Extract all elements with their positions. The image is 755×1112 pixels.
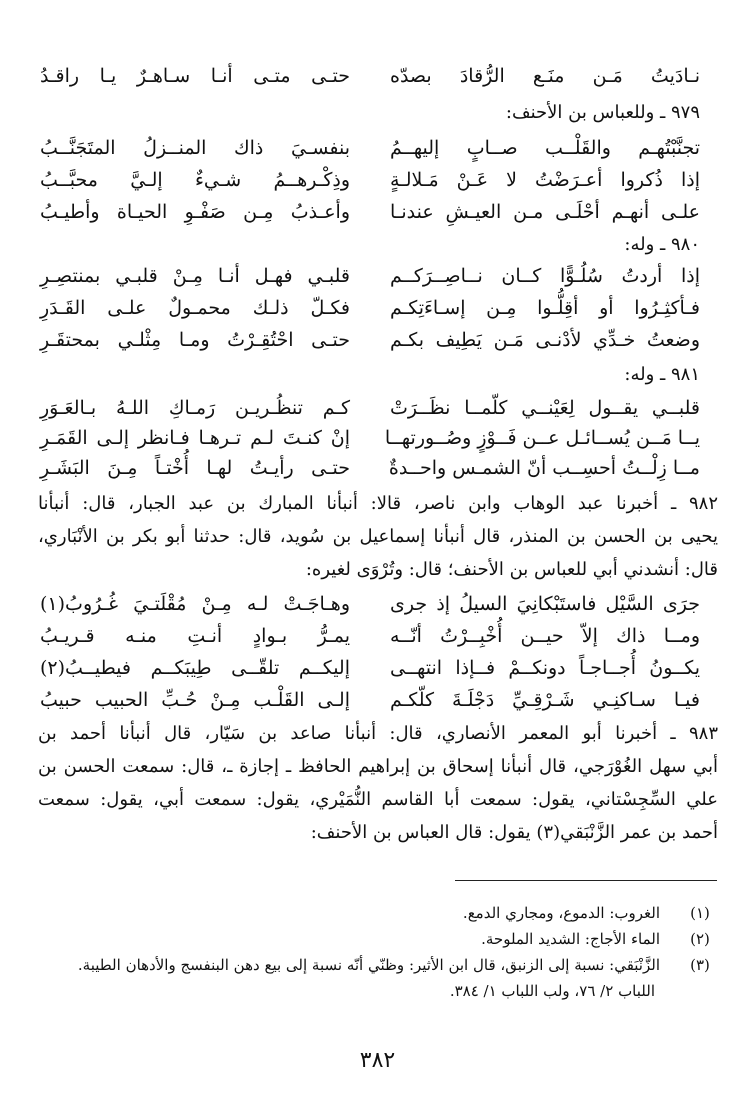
- paragraph-982-line: يحيى بن الحسن بن المنذر، قال أنبأنا إسماعيل بن سُويد، قال: حدثنا أبو بكر بن الأنْبَاري،: [38, 526, 718, 547]
- section-heading-981: ٩٨١ ـ وله:: [624, 364, 700, 385]
- verse-first-hemistich: نـادَيتُ مَـن منَـع الرُّقادَ بصدّه: [390, 65, 700, 87]
- verse-line: [40, 196, 700, 230]
- verse-first-hemistich: ومــا ذاك إلاّ حيــن أُخْبِــرْتُ أنّــه: [390, 625, 700, 647]
- paragraph-983-line: ٩٨٣ ـ أخبرنا أبو المعمر الأنصاري، قال: أنبأنا صاعد بن سَيّار، قال أنبأنا أحمد بن: [38, 723, 718, 744]
- paragraph-983-line: أحمد بن عمر الزَّنْبَقي(٣) يقول: قال العباس بن الأحنف:: [310, 822, 718, 843]
- footnote-continuation: اللباب ٢/ ٧٦، ولب اللباب ١/ ٣٨٤.: [449, 982, 655, 1000]
- verse-second-hemistich: كـم تنظُـريـن رَمـاكِ اللـهُ بـالعَـوَرِ: [40, 397, 350, 419]
- verse-line: [40, 652, 700, 686]
- verse-first-hemistich: يــا مَــن يُســائـل عــن فَــوْزٍ وصُــورتهــا: [384, 427, 700, 449]
- page-number: ٣٨٢: [359, 1048, 396, 1073]
- verse-second-hemistich: إليكــم تلقّــى طِيبَكــم فيطيــبُ(٢): [40, 657, 350, 679]
- verse-line: [40, 324, 700, 358]
- verse-second-hemistich: قلبـي فهـل أنـا مِـنْ قلبـي بمنتصِـرِ: [40, 265, 350, 287]
- verse-first-hemistich: إذا ذُكروا أعـرَضْتُ لا عَـنْ مَـلالـةٍ: [390, 169, 700, 191]
- verse-second-hemistich: وذِكْـرهــمُ شـيءٌ إلـيَّ محبَّــبُ: [40, 169, 350, 191]
- verse-first-hemistich: قلبــي يقــول لِعَيْنــي كلّمــا نظَــرَتْ: [390, 397, 700, 419]
- paragraph-983-line: علي السِّجِسْتاني، يقول: سمعت أبا القاسم النُّمَيْري، يقول: سمعت أبي، يقول: سمعت: [38, 789, 718, 810]
- footnote-number: (٢): [690, 930, 710, 948]
- verse-second-hemistich: بنفسـيَ ذاك المنــزلُ المتَجَنَّــبُ: [40, 137, 350, 159]
- verse-second-hemistich: إنْ كنـتَ لـم تـرهـا فـانظر إلـى القَمَـرِ: [40, 427, 350, 449]
- footnote-text: الغروب: الدموع، ومجاري الدمع.: [462, 904, 660, 922]
- verse-line: [40, 164, 700, 198]
- verse-line: [40, 132, 700, 166]
- footnote-separator: [455, 880, 717, 881]
- verse-first-hemistich: مــا زِلْــتُ أحسِــب أنّ الشمـس واحــدةٌ: [388, 457, 700, 479]
- verse-line: [40, 620, 700, 654]
- verse-line: [40, 452, 700, 486]
- verse-second-hemistich: فكـلّ ذلـك محمـولٌ علـى القَـدَرِ: [40, 297, 350, 319]
- verse-first-hemistich: فـأكثِـرُوا أو أقِلُّـوا مِـن إسـاءَتِكـم: [390, 297, 700, 319]
- verse-first-hemistich: وضعتُ خـدِّي لأدْنـى مَـن يَطِيف بكـم: [390, 329, 700, 351]
- verse-second-hemistich: وهـاجَـتْ لـه مِـنْ مُقْلَتـيَ غُـرُوبُ(١): [40, 593, 350, 615]
- verse-first-hemistich: يكــونُ أُجــاجـاً دونكــمْ فــإذا انتهــى: [390, 657, 700, 679]
- verse-first-hemistich: فيـا سـاكنِـي شَـرْقِـيِّ دَجْلَـةَ كلّكـم: [390, 689, 700, 711]
- verse-line: [40, 292, 700, 326]
- verse-first-hemistich: علـى أنهـم أحْلَـى مـن العيـشِ عندنـا: [390, 201, 700, 223]
- paragraph-983-line: أبي سهل الغُوْرَجي، قال أنبأنا إسحاق بن إبراهيم الحافظ ـ إجازة ـ، قال: سمعت الحسن بن: [38, 756, 718, 777]
- paragraph-982-line: قال: أنشدني أبي للعباس بن الأحنف؛ قال: وتُرْوَى لغيره:: [305, 559, 718, 580]
- section-heading-980: ٩٨٠ ـ وله:: [624, 234, 700, 255]
- verse-second-hemistich: يمـرُّ بـوادٍ أنـتِ منـه قـريـبُ: [40, 625, 350, 647]
- verse-line: [40, 588, 700, 622]
- verse-second-hemistich: حتـى رأيـتُ لهـا أُخْتـاً مِـنَ البَشَـرِ: [40, 457, 350, 479]
- verse-first-hemistich: تجنَّبْتُهـم والقَلْــب صــابٍ إليهــمُ: [390, 137, 700, 159]
- verse-line: [40, 422, 700, 456]
- verse-line: [40, 260, 700, 294]
- paragraph-982-line: ٩٨٢ ـ أخبرنا عبد الوهاب وابن ناصر، قالا: أنبأنا المبارك بن عبد الجبار، قال: أنبأنا: [38, 493, 718, 514]
- verse-second-hemistich: إلـى القَلْـب مِـنْ حُـبِّ الحبيب حبيبُ: [40, 689, 350, 711]
- footnote-text: الماء الأجاج: الشديد الملوحة.: [481, 930, 660, 948]
- verse-first-hemistich: جرَى السَّيْل فاستَبْكانِيَ السيلُ إذ جرى: [390, 593, 700, 615]
- footnote-number: (٣): [690, 956, 710, 974]
- verse-second-hemistich: حتـى احْتُقِـرْتُ ومـا مِثْلـي بمحتقَـرِ: [40, 329, 350, 351]
- verse-line: [40, 60, 700, 94]
- footnote-text: الزَّنْبَقي: نسبة إلى الزنبق، قال ابن الأثير: وظنّي أنّه نسبة إلى بيع دهن البنفسج والأدهان الطيبة.: [77, 956, 660, 974]
- verse-second-hemistich: وأعـذبُ مِـن صَفْـوِ الحيـاة وأطيـبُ: [40, 201, 350, 223]
- footnote-number: (١): [690, 904, 710, 922]
- section-heading-979: ٩٧٩ ـ وللعباس بن الأحنف:: [505, 102, 700, 123]
- verse-line: [40, 684, 700, 718]
- verse-line: [40, 392, 700, 426]
- verse-first-hemistich: إذا أردتُ سُلُـوًّا كــان نــاصِــرَكــم: [390, 265, 700, 287]
- verse-second-hemistich: حتـى متـى أنـا سـاهـرٌ يـا راقـدُ: [40, 65, 350, 87]
